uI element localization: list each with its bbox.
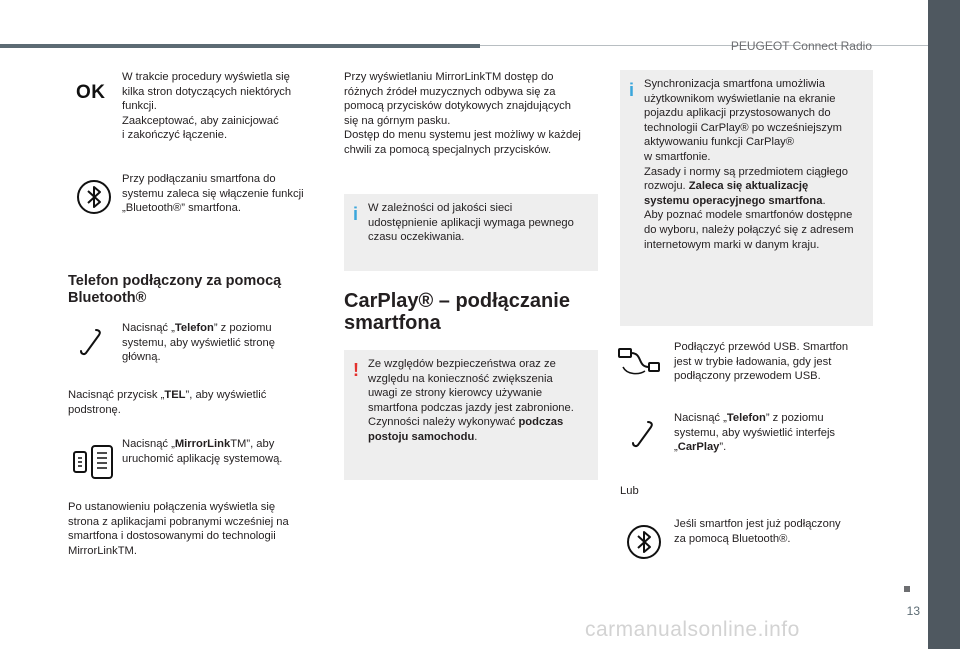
mirrorlink-usage-paragraph: Przy wyświetlaniu MirrorLinkTM dostęp do różnych źródeł muzycznych odbywa się za pomocą przycisków dotykowych znajdujących się na górnym pasku. Dostęp do menu systemu jest możliwy w każdej chwili za pomocą specjalnych przycisków. bbox=[344, 71, 581, 156]
warning-icon: ! bbox=[353, 360, 359, 380]
phone-handset-icon bbox=[78, 327, 104, 357]
section-heading-bluetooth: Telefon podłączony za pomocą Bluetooth® bbox=[68, 273, 282, 306]
side-strip bbox=[928, 0, 960, 649]
watermark: carmanualsonline.info bbox=[585, 618, 800, 641]
usb-cable-icon bbox=[617, 345, 661, 379]
tel-key-paragraph: Nacisnąć przycisk „TEL”, aby wyświetlić podstronę. bbox=[68, 389, 267, 416]
header-rule bbox=[0, 44, 480, 48]
bluetooth-icon bbox=[76, 179, 112, 215]
bluetooth-paragraph: Przy podłączaniu smartfona do systemu zaleca się włączenie funkcji „Bluetooth®” smartfona. bbox=[122, 173, 304, 215]
usb-paragraph: Podłączyć przewód USB. Smartfon jest w trybie ładowania, gdy jest podłączony przewodem USB. bbox=[674, 341, 849, 383]
info-icon: i bbox=[353, 204, 359, 224]
ok-paragraph: W trakcie procedury wyświetla się kilka stron dotyczących niektórych funkcji. Zaakceptować, aby zainicjować i zakończyć łączenie. bbox=[122, 71, 292, 142]
section-heading-carplay: CarPlay® – podłączanie smartfona bbox=[344, 290, 570, 334]
page-marker bbox=[904, 586, 910, 592]
mirrorlink-paragraph: Nacisnąć „MirrorLinkTM”, aby uruchomić aplikację systemową. bbox=[122, 438, 283, 465]
info-note-network: i W zależności od jakości sieci udostępnienie aplikacji wymaga pewnego czasu oczekiwania. bbox=[344, 194, 598, 271]
after-connection-paragraph: Po ustanowieniu połączenia wyświetla się strona z aplikacjami pobranymi wcześniej na smartfona i dostosowanymi do technologii MirrorLinkTM. bbox=[68, 501, 289, 557]
bluetooth-connected-paragraph: Jeśli smartfon jest już podłączony za pomocą Bluetooth®. bbox=[674, 518, 841, 545]
or-label: Lub bbox=[620, 485, 639, 497]
warning-note-safety: ! Ze względów bezpieczeństwa oraz ze względu na konieczność zwiększenia uwagi ze strony kierowcy używanie smartfona podczas jazdy jest zabronione. Czynności należy wykonywać podczas postoju samochodu. bbox=[344, 350, 598, 480]
page-number: 13 bbox=[906, 604, 920, 618]
telefon-paragraph: Nacisnąć „Telefon” z poziomu systemu, aby wyświetlić stronę główną. bbox=[122, 322, 275, 364]
info-icon: i bbox=[629, 80, 635, 100]
mirrorlink-icon bbox=[72, 444, 114, 480]
bluetooth-icon bbox=[626, 524, 662, 560]
ok-icon: OK bbox=[76, 82, 106, 103]
info-note-carplay: i Synchronizacja smartfona umożliwia użytkownikom wyświetlanie na ekranie pojazdu aplikacji przystosowanych do technologii CarPlay® po wcześniejszym aktywowaniu funkcji CarPlay® w smartfonie. Zasady i normy są przedmiotem ciągłego rozwoju. Zaleca się aktualizację systemu operacyjnego smartfona. Aby poznać modele smartfonów dostępne do wyboru, należy połączyć się z adresem internetowym marki w danym kraju. bbox=[620, 70, 873, 326]
carplay-telefon-paragraph: Nacisnąć „Telefon” z poziomu systemu, aby wyświetlić interfejs „CarPlay”. bbox=[674, 412, 836, 454]
header-title: PEUGEOT Connect Radio bbox=[730, 39, 872, 53]
phone-handset-icon bbox=[630, 419, 656, 449]
